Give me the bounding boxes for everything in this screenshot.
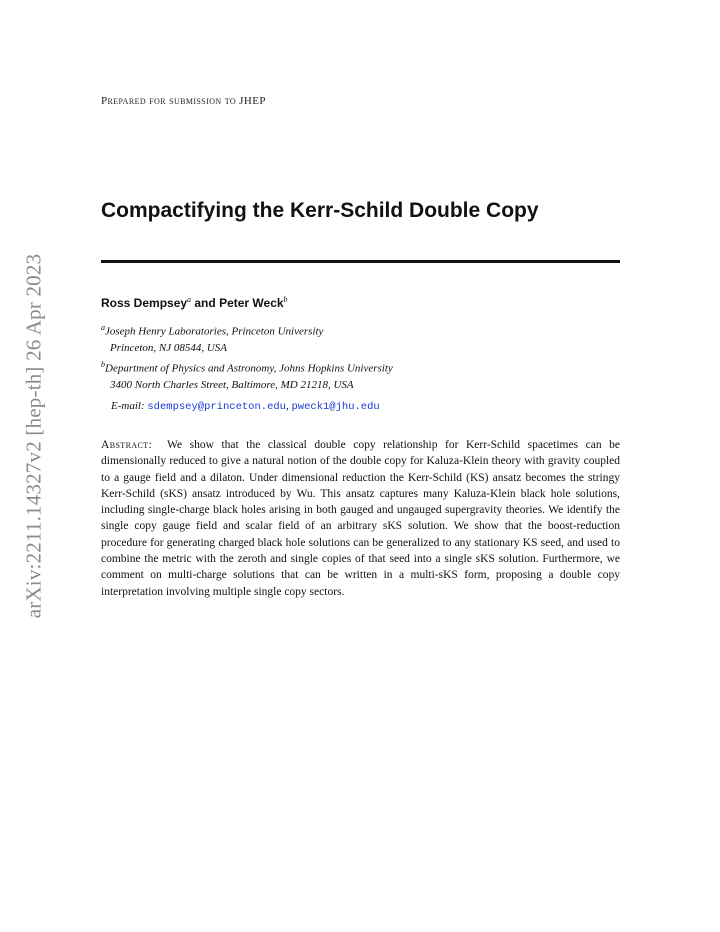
affiliation [101,320,323,356]
affiliation-line: Princeton, NJ 08544, USA [110,341,228,354]
author-name: Peter Weck [219,296,284,310]
author-conjunction: and [191,296,220,310]
abstract-text: We show that the classical double copy relationship for Kerr-Schild spacetimes can be dimensionally reduced to give a natural notion of the double copy for Kaluza-Klein theory with gravity coupled to a gauge field and a dilaton. Under dimensional reduction the Kerr-Schild (KS) ansatz becomes the stringy Kerr-Schild (sKS) ansatz introduced by Wu. This ansatz captures many Kaluza-Klein black hole solutions, including single-charge black holes arising in both gauged and ungauged supergravity theories. We identify the single copy gauge field and scalar field of an arbitrary sKS solution. We show that the boost-reduction procedure for generating charged black hole solutions can be generalized to any stationary KS seed, and used to combine the metric with the zeroth and single copies of that seed into a single sKS solution. Furthermore, we comment on multi-charge solutions that can be written in a multi-sKS form, proposing a double copy interpretation involving multiple single copy sectors. [101,439,620,598]
affiliation-line: Joseph Henry Laboratories, Princeton University [105,325,324,338]
affiliation-mark: a [187,295,192,304]
paper-title: Compactifying the Kerr-Schild Double Copy [101,199,539,222]
title-rule [101,260,620,263]
email-separator: , [285,400,292,412]
affiliation [101,357,393,393]
submission-note: Prepared for submission to JHEP [101,95,266,107]
affiliation-mark: b [283,295,288,304]
affiliation-line: Department of Physics and Astronomy, Johns Hopkins University [105,362,393,375]
email-label: E-mail: [111,400,145,412]
email-link[interactable]: sdempsey@princeton.edu [147,401,286,413]
affiliation-mark: a [101,323,105,332]
abstract-heading: Abstract: [101,439,153,451]
abstract [101,437,620,600]
email-link[interactable]: pweck1@jhu.edu [291,401,380,413]
email-line [111,400,380,413]
author-list [101,295,288,310]
affiliation-line: 3400 North Charles Street, Baltimore, MD 21218, USA [110,378,354,391]
author-name: Ross Dempsey [101,296,188,310]
arxiv-identifier: arXiv:2211.14327v2 [hep-th] 26 Apr 2023 [21,253,46,619]
affiliation-mark: b [101,360,105,369]
